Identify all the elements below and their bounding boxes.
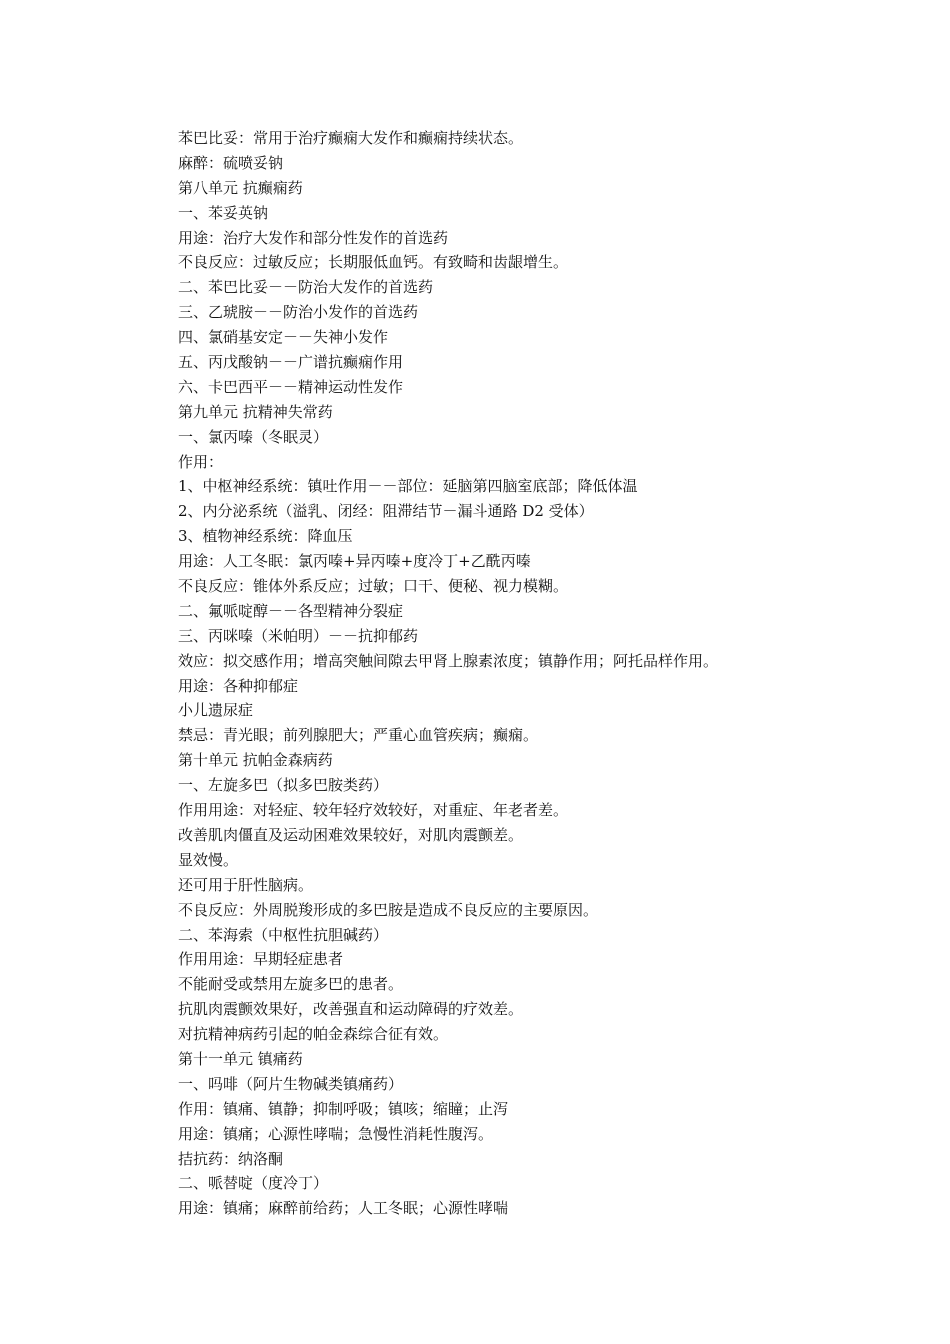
text-line: 抗肌肉震颤效果好，改善强直和运动障碍的疗效差。	[178, 1000, 524, 1019]
text-line: 显效慢。	[178, 850, 239, 869]
text-line: 还可用于肝性脑病。	[178, 875, 314, 894]
text-line: 改善肌肉僵直及运动困难效果较好，对肌肉震颤差。	[178, 825, 524, 844]
text-line: 作用用途：对轻症、较年轻疗效较好，对重症、年老者差。	[178, 801, 569, 820]
text-line: 用途：各种抑郁症	[178, 676, 299, 695]
text-line: 一、氯丙嗪（冬眠灵）	[178, 427, 329, 446]
text-line: 一、吗啡（阿片生物碱类镇痛药）	[178, 1074, 404, 1093]
text-line: 用途：治疗大发作和部分性发作的首选药	[178, 228, 449, 247]
text-line: 作用：镇痛、镇静；抑制呼吸；镇咳；缩瞳；止泻	[178, 1099, 509, 1118]
text-line: 用途：人工冬眠：氯丙嗪+异丙嗪+度冷丁+乙酰丙嗪	[178, 552, 531, 571]
section-heading: 第十单元 抗帕金森病药	[178, 751, 333, 770]
text-line: 不良反应：外周脱羧形成的多巴胺是造成不良反应的主要原因。	[178, 900, 599, 919]
text-line: 用途：镇痛；麻醉前给药；人工冬眠；心源性哮喘	[178, 1199, 509, 1218]
text-line: 3、植物神经系统：降血压	[178, 527, 353, 546]
text-line: 不能耐受或禁用左旋多巴的患者。	[178, 975, 404, 994]
text-line: 二、氟哌啶醇－－各型精神分裂症	[178, 601, 404, 620]
text-line: 二、苯海索（中枢性抗胆碱药）	[178, 925, 389, 944]
text-line: 2、内分泌系统（溢乳、闭经：阻滞结节－漏斗通路 D2 受体）	[178, 502, 594, 521]
text-line: 五、丙戊酸钠－－广谱抗癫痫作用	[178, 353, 404, 372]
text-line: 麻醉：硫喷妥钠	[178, 153, 284, 172]
text-line: 1、中枢神经系统：镇吐作用－－部位：延脑第四脑室底部；降低体温	[178, 477, 638, 496]
text-line: 小儿遗尿症	[178, 701, 254, 720]
text-line: 作用：	[178, 452, 224, 471]
section-heading: 第八单元 抗癫痫药	[178, 178, 303, 197]
text-line: 效应：拟交感作用；增高突触间隙去甲肾上腺素浓度；镇静作用；阿托品样作用。	[178, 651, 719, 670]
text-line: 苯巴比妥：常用于治疗癫痫大发作和癫痫持续状态。	[178, 129, 524, 147]
text-line: 作用用途：早期轻症患者	[178, 950, 344, 969]
section-heading: 第十一单元 镇痛药	[178, 1049, 303, 1068]
text-line: 对抗精神病药引起的帕金森综合征有效。	[178, 1025, 449, 1044]
document-body	[178, 126, 878, 1221]
text-line: 三、丙咪嗪（米帕明）－－抗抑郁药	[178, 626, 419, 645]
text-line: 四、氯硝基安定－－失神小发作	[178, 328, 389, 347]
text-line: 禁忌：青光眼；前列腺肥大；严重心血管疾病；癫痫。	[178, 726, 539, 745]
section-heading: 第九单元 抗精神失常药	[178, 402, 333, 421]
text-line: 三、乙琥胺－－防治小发作的首选药	[178, 303, 419, 322]
text-line: 二、哌替啶（度冷丁）	[178, 1174, 329, 1193]
text-line: 六、卡巴西平－－精神运动性发作	[178, 377, 404, 396]
text-line: 一、苯妥英钠	[178, 203, 269, 222]
text-line: 用途：镇痛；心源性哮喘；急慢性消耗性腹泻。	[178, 1124, 494, 1143]
text-line: 不良反应：锥体外系反应；过敏；口干、便秘、视力模糊。	[178, 577, 569, 596]
text-line: 一、左旋多巴（拟多巴胺类药）	[178, 776, 389, 795]
text-line: 拮抗药：纳洛酮	[178, 1149, 284, 1168]
text-line: 二、苯巴比妥－－防治大发作的首选药	[178, 278, 434, 297]
text-line: 不良反应：过敏反应；长期服低血钙。有致畸和齿龈增生。	[178, 253, 569, 272]
